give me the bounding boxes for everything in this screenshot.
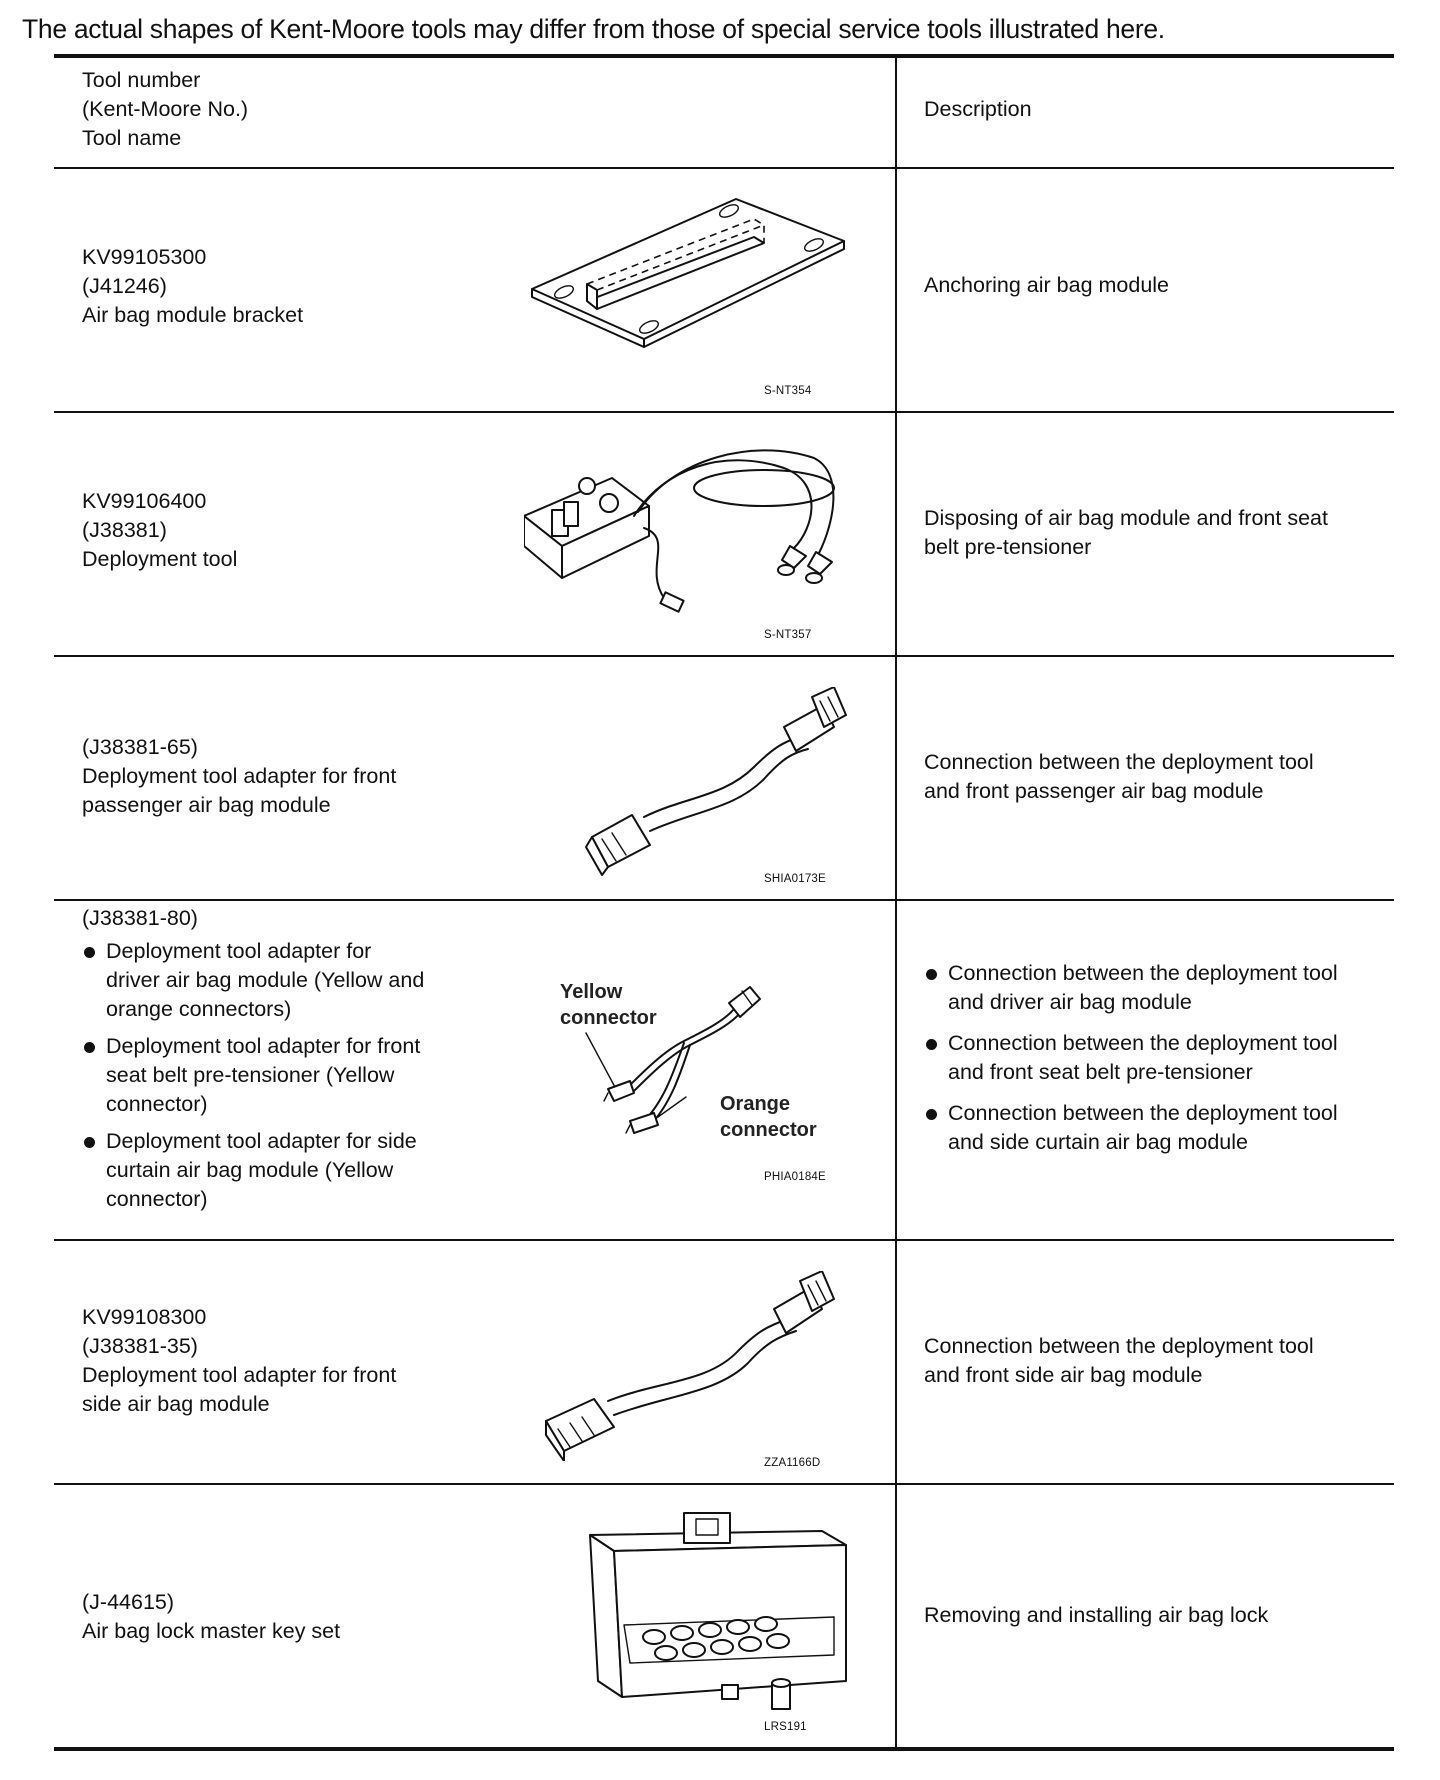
tool-name: side air bag module — [82, 1392, 270, 1416]
air-bag-module-bracket-icon — [524, 189, 924, 389]
tool-info — [82, 733, 396, 820]
kent-moore-number: (J38381) — [82, 518, 167, 542]
kent-moore-number: (J-44615) — [82, 1590, 175, 1614]
description-line: Connection between the deployment tool — [924, 750, 1314, 774]
tool-info — [82, 1588, 340, 1646]
tool-name: Air bag module bracket — [82, 303, 304, 327]
figure-code: SHIA0173E — [764, 873, 826, 885]
header-line: Tool name — [82, 126, 182, 150]
intro-note: The actual shapes of Kent-Moore tools may differ from those of special service tools illustrated here. — [22, 14, 1165, 44]
header-tool-column — [82, 66, 248, 153]
description — [924, 959, 1384, 1165]
key-set-case-icon — [584, 1505, 914, 1725]
list-item: Deployment tool adapter for front seat belt pre-tensioner (Yellow connector) — [82, 1032, 482, 1119]
list-item: Connection between the deployment tool and front seat belt pre-tensioner — [924, 1029, 1384, 1087]
list-item: Connection between the deployment tool and side curtain air bag module — [924, 1099, 1384, 1157]
kent-moore-number: (J38381-80) — [82, 906, 198, 930]
table-row — [54, 1485, 1394, 1747]
description — [924, 1601, 1384, 1630]
table-bottom-rule — [54, 1747, 1394, 1751]
table-header-row — [54, 58, 1394, 168]
orange-connector-callout: Orange connector — [720, 1093, 817, 1141]
tool-name: Air bag lock master key set — [82, 1619, 341, 1643]
tool-name: Deployment tool adapter for front — [82, 764, 397, 788]
description-line: and front side air bag module — [924, 1363, 1203, 1387]
kent-moore-number: (J41246) — [82, 274, 167, 298]
figure-code: S-NT354 — [764, 385, 812, 397]
table-row — [54, 657, 1394, 899]
description — [924, 748, 1384, 806]
tool-name: Deployment tool adapter for front — [82, 1363, 397, 1387]
tool-info — [82, 243, 303, 330]
kent-moore-number: (J38381-65) — [82, 735, 198, 759]
description — [924, 504, 1384, 562]
header-description: Description — [924, 97, 1032, 121]
figure-code: PHIA0184E — [764, 1171, 826, 1183]
description — [924, 271, 1384, 300]
tool-number: KV99106400 — [82, 489, 207, 513]
kent-moore-number: (J38381-35) — [82, 1334, 198, 1358]
table-row — [54, 1241, 1394, 1483]
list-item: Connection between the deployment tool and driver air bag module — [924, 959, 1384, 1017]
list-item: Deployment tool adapter for driver air bag module (Yellow and orange connectors) — [82, 937, 482, 1024]
list-item: Deployment tool adapter for side curtain air bag module (Yellow connector) — [82, 1127, 482, 1214]
figure-code: ZZA1166D — [764, 1457, 821, 1469]
description-line: Disposing of air bag module and front seat — [924, 506, 1328, 530]
figure-code: S-NT357 — [764, 629, 812, 641]
table-row — [54, 169, 1394, 411]
table-row — [54, 413, 1394, 655]
tool-name: passenger air bag module — [82, 793, 331, 817]
adapter-harness-icon — [538, 1271, 898, 1461]
description-line: Anchoring air bag module — [924, 273, 1170, 297]
description — [924, 1332, 1384, 1390]
description-line: Removing and installing air bag lock — [924, 1603, 1269, 1627]
description-line: belt pre-tensioner — [924, 535, 1092, 559]
description-line: and front passenger air bag module — [924, 779, 1264, 803]
tool-info — [82, 487, 237, 574]
adapter-list — [82, 937, 482, 1214]
figure-code: LRS191 — [764, 1721, 807, 1733]
dual-connector-adapter-icon — [574, 981, 834, 1161]
deployment-tool-icon — [524, 428, 924, 638]
tool-number: KV99105300 — [82, 245, 207, 269]
tool-name: Deployment tool — [82, 547, 238, 571]
description-line: Connection between the deployment tool — [924, 1334, 1314, 1358]
table-row — [54, 901, 1394, 1239]
tool-info — [82, 904, 482, 1222]
yellow-connector-callout: Yellow connector — [560, 981, 657, 1029]
tool-number: KV99108300 — [82, 1305, 207, 1329]
adapter-harness-icon — [584, 687, 904, 877]
header-line: Tool number — [82, 68, 201, 92]
description-list — [924, 959, 1384, 1157]
tool-info — [82, 1303, 396, 1419]
header-line: (Kent-Moore No.) — [82, 97, 249, 121]
